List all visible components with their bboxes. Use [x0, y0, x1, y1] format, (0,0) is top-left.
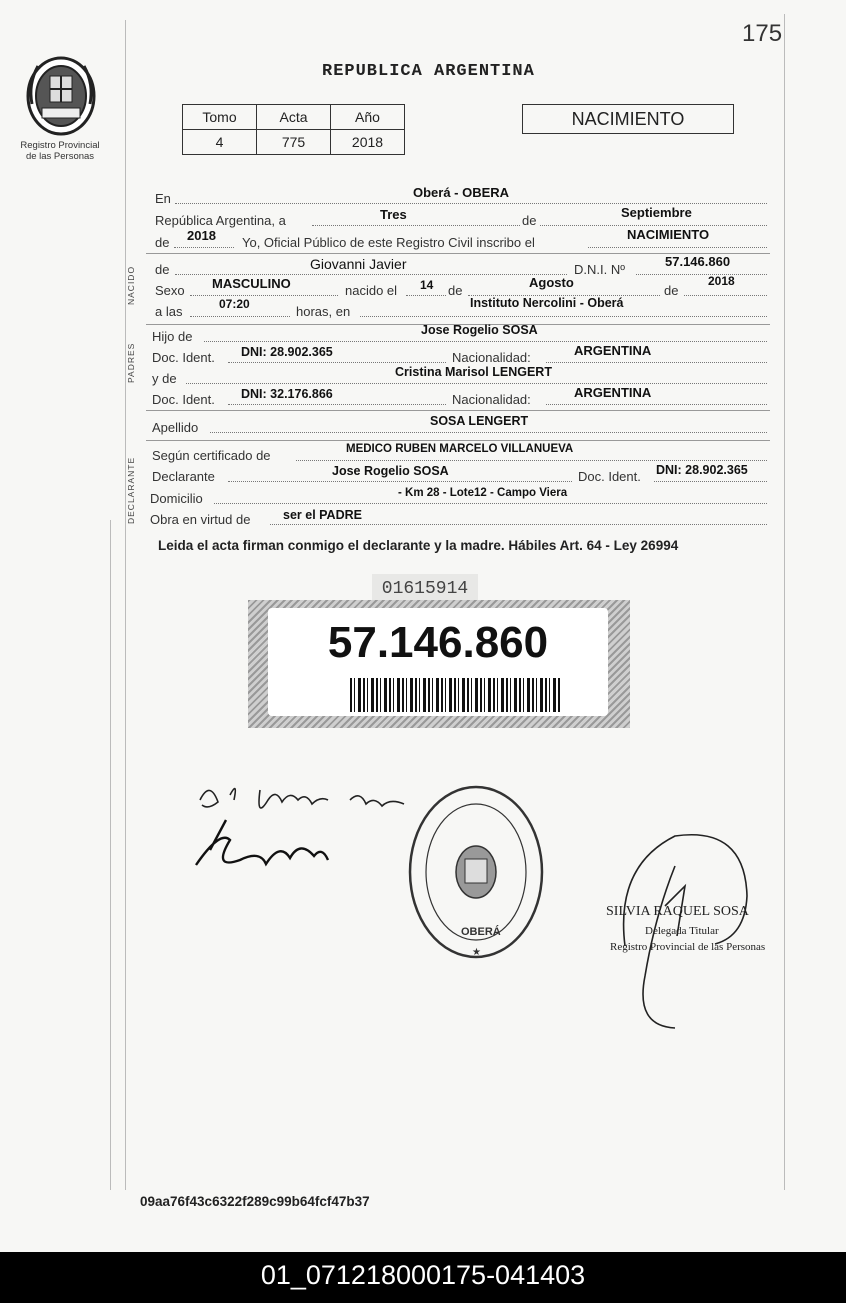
- registry-table: [182, 104, 405, 155]
- record-type-box: NACIMIENTO: [522, 104, 734, 134]
- dotted-line: [588, 247, 767, 248]
- domicilio-value: - Km 28 - Lote12 - Campo Viera: [398, 487, 568, 499]
- hora-value: 07:20: [219, 297, 250, 311]
- section-padres-label: PADRES: [126, 342, 136, 383]
- nac2-label: Nacionalidad:: [452, 392, 531, 407]
- nac-dia-value: 14: [420, 278, 434, 292]
- dotted-line: [296, 460, 767, 461]
- de-label: de: [522, 213, 537, 228]
- doc1-label: Doc. Ident.: [152, 350, 215, 365]
- dotted-line: [214, 503, 767, 504]
- dia-value: Tres: [380, 207, 407, 222]
- left-margin-line-outer: [110, 520, 111, 1190]
- nacido-label: nacido el: [345, 283, 398, 298]
- sexo-value: MASCULINO: [212, 276, 291, 291]
- dotted-line: [312, 225, 520, 226]
- provincial-crest-icon: [24, 54, 98, 138]
- dotted-line: [270, 524, 767, 525]
- doc3-value: DNI: 28.902.365: [656, 463, 748, 477]
- certificado-label: Según certificado de: [152, 448, 271, 463]
- horas-en-label: horas, en: [296, 304, 351, 319]
- dotted-line: [406, 295, 446, 296]
- declarante-value: Jose Rogelio SOSA: [332, 464, 449, 478]
- dotted-line: [546, 362, 767, 363]
- en-value: Oberá - OBERA: [413, 185, 510, 200]
- official-name: SILVIA RAQUEL SOSA: [606, 904, 749, 919]
- logo-caption-line2: de las Personas: [25, 151, 95, 162]
- hora-label: a las: [155, 304, 183, 319]
- dotted-line: [175, 203, 767, 204]
- nac1-value: ARGENTINA: [574, 343, 652, 358]
- footer-id-bar: 01_071218000175-041403: [0, 1252, 846, 1303]
- nac-mes-value: Agosto: [529, 275, 574, 290]
- dotted-line: [175, 274, 567, 275]
- hijo-label: Hijo de: [152, 329, 193, 344]
- svg-text:★: ★: [472, 947, 481, 958]
- dotted-line: [190, 316, 290, 317]
- obra-label: Obra en virtud de: [150, 512, 251, 527]
- apellido-label: Apellido: [152, 420, 199, 435]
- dotted-line: [186, 383, 767, 384]
- obra-value: ser el PADRE: [283, 508, 362, 522]
- dotted-line: [540, 225, 767, 226]
- dotted-line: [174, 247, 234, 248]
- header-tomo: Tomo: [183, 105, 257, 130]
- header-acta: Acta: [257, 105, 331, 130]
- doc3-label: Doc. Ident.: [578, 469, 641, 484]
- id-sticker: [248, 600, 630, 728]
- serial-number: 01615914: [372, 574, 478, 604]
- dotted-line: [204, 341, 767, 342]
- declarante-label: Declarante: [152, 469, 215, 484]
- declarant-signature-icon: [190, 770, 430, 890]
- header-anio: Año: [331, 105, 405, 130]
- nac2-value: ARGENTINA: [574, 385, 652, 400]
- svg-text:OBERÁ: OBERÁ: [461, 926, 501, 938]
- doc2-label: Doc. Ident.: [152, 392, 215, 407]
- sticker-number: 57.146.860: [327, 618, 549, 667]
- sticker-inner: [268, 608, 608, 716]
- page-number: 175: [742, 20, 783, 47]
- document-title: REPUBLICA ARGENTINA: [322, 62, 535, 81]
- nac1-label: Nacionalidad:: [452, 350, 531, 365]
- nac-anio-value: 2018: [708, 274, 735, 288]
- inscribo-value: NACIMIENTO: [627, 227, 710, 242]
- mes-value: Septiembre: [621, 205, 692, 220]
- dotted-line: [228, 481, 572, 482]
- section-separator: [146, 410, 770, 411]
- dotted-line: [228, 362, 446, 363]
- republica-label: República Argentina, a: [155, 213, 286, 228]
- section-separator: [146, 440, 770, 441]
- value-tomo: 4: [183, 130, 257, 155]
- right-margin-line: [784, 14, 785, 1190]
- inscribo-text: Yo, Oficial Público de este Registro Civil inscribo el: [242, 235, 535, 250]
- official-role: Delegada Titular: [645, 925, 719, 937]
- dni-label: D.N.I. Nº: [574, 262, 625, 277]
- doc1-value: DNI: 28.902.365: [241, 345, 333, 359]
- value-anio: 2018: [331, 130, 405, 155]
- madre-value: Cristina Marisol LENGERT: [395, 365, 552, 379]
- dotted-line: [654, 481, 767, 482]
- domicilio-label: Domicilio: [150, 491, 203, 506]
- logo-caption: [12, 140, 108, 162]
- anio-value: 2018: [187, 228, 216, 243]
- dotted-line: [636, 274, 767, 275]
- dotted-line: [546, 404, 767, 405]
- dni-value: 57.146.860: [665, 254, 731, 269]
- en-label: En: [155, 191, 171, 206]
- de-label-4: de: [664, 283, 679, 298]
- official-organization: Registro Provincial de las Personas: [610, 941, 766, 953]
- lugar-value: Instituto Nercolini - Oberá: [470, 296, 624, 310]
- nombre-value: Giovanni Javier: [310, 256, 407, 272]
- barcode-icon: [350, 678, 560, 712]
- left-margin-line: [125, 20, 126, 1190]
- doc2-value: DNI: 32.176.866: [241, 387, 333, 401]
- dotted-line: [684, 295, 767, 296]
- value-acta: 775: [257, 130, 331, 155]
- legal-note: Leida el acta firman conmigo el declarante y la madre. Hábiles Art. 64 - Ley 26994: [158, 538, 679, 553]
- dotted-line: [190, 295, 338, 296]
- logo-caption-line1: Registro Provincial: [20, 140, 100, 151]
- dotted-line: [228, 404, 446, 405]
- section-nacido-label: NACIDO: [126, 265, 136, 305]
- de-label-3: de: [448, 283, 463, 298]
- section-declarante-label: DECLARANTE: [126, 456, 136, 524]
- nombre-label: de: [155, 262, 170, 277]
- de-label-2: de: [155, 235, 170, 250]
- document-hash: 09aa76f43c6322f289c99b64fcf47b37: [140, 1194, 370, 1209]
- yde-label: y de: [152, 371, 177, 386]
- dotted-line: [360, 316, 767, 317]
- certificado-value: MEDICO RUBEN MARCELO VILLANUEVA: [346, 443, 574, 455]
- apellido-value: SOSA LENGERT: [430, 414, 529, 428]
- official-stamp-icon: [405, 783, 547, 961]
- dotted-line: [210, 432, 767, 433]
- padre-value: Jose Rogelio SOSA: [421, 323, 538, 337]
- sexo-label: Sexo: [155, 283, 185, 298]
